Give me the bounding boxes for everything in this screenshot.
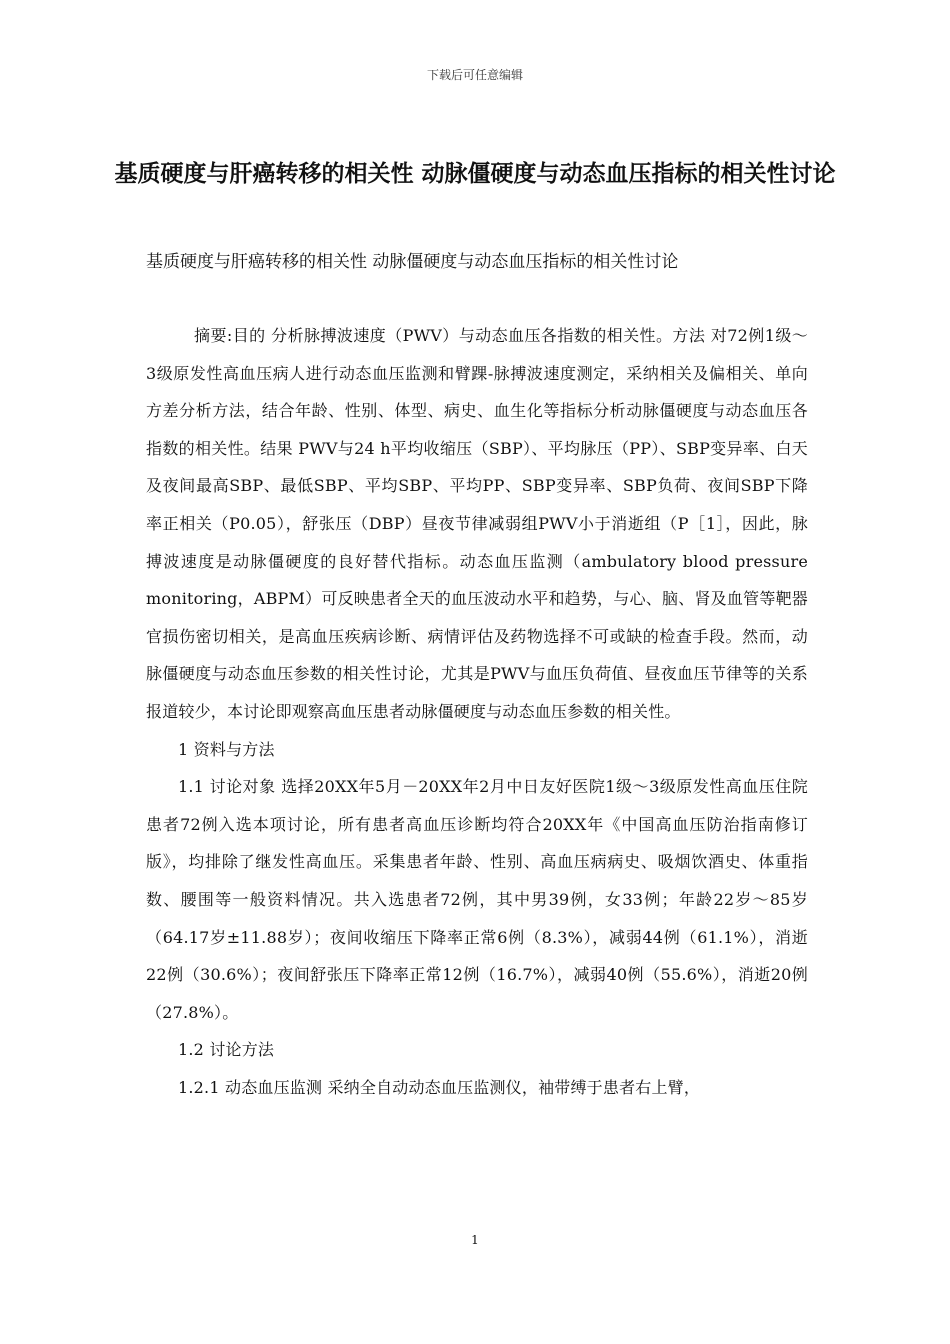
section-1-2-1-paragraph: 1.2.1 动态血压监测 采纳全自动动态血压监测仪，袖带缚于患者右上臂， — [178, 1077, 701, 1097]
document-title: 基质硬度与肝癌转移的相关性 动脉僵硬度与动态血压指标的相关性讨论 — [114, 161, 836, 187]
document-subtitle: 基质硬度与肝癌转移的相关性 动脉僵硬度与动态血压指标的相关性讨论 — [146, 252, 679, 272]
document-body — [146, 317, 808, 1106]
section-heading-1: 1 资料与方法 — [178, 739, 275, 759]
header-note: 下载后可任意编辑 — [426, 68, 523, 82]
section-1-1-paragraph: 1.1 讨论对象 选择20XX年5月－20XX年2月中日友好医院1级～3级原发性高血压住院患者72例入选本项讨论，所有患者高血压诊断均符合20XX年《中国高血压防治指南修订版》，均排除了继发性高血压。采集患者年龄、性别、高血压病病史、吸烟饮酒史、体重指数、腰围等一般资料情况。共入选患者72例，其中男39例，女33例；年龄22岁～85岁（64.17岁±11.88岁）；夜间收缩压下降率正常6例（8.3%），减弱44例（61.1%），消逝22例（30.6%）；夜间舒张压下降率正常12例（16.7%），减弱40例（55.6%），消逝20例（27.8%）。 — [146, 777, 808, 1022]
abstract-paragraph: 摘要:目的 分析脉搏波速度（PWV）与动态血压各指数的相关性。方法 对72例1级～3级原发性高血压病人进行动态血压监测和臂踝-脉搏波速度测定，采纳相关及偏相关、单向方差分析方法，结合年龄、性别、体型、病史、血生化等指标分析动脉僵硬度与动态血压各指数的相关性。结果 PWV与24 h平均收缩压（SBP）、平均脉压（PP）、SBP变异率、白天及夜间最高SBP、最低SBP、平均SBP、平均PP、SBP变异率、SBP负荷、夜间SBP下降率正相关（P0.05），舒张压（DBP）昼夜节律减弱组PWV小于消逝组（P［1］，因此，脉搏波速度是动脉僵硬度的良好替代指标。动态血压监测（ambulatory blood pressure monitoring，ABPM）可反映患者全天的血压波动水平和趋势，与心、脑、肾及血管等靶器官损伤密切相关，是高血压疾病诊断、病情评估及药物选择不可或缺的检查手段。然而，动脉僵硬度与动态血压参数的相关性讨论，尤其是PWV与血压负荷值、昼夜血压节律等的关系报道较少，本讨论即观察高血压患者动脉僵硬度与动态血压参数的相关性。 — [146, 326, 808, 721]
page-number: 1 — [471, 1233, 479, 1247]
section-heading-1-2: 1.2 讨论方法 — [178, 1040, 275, 1060]
